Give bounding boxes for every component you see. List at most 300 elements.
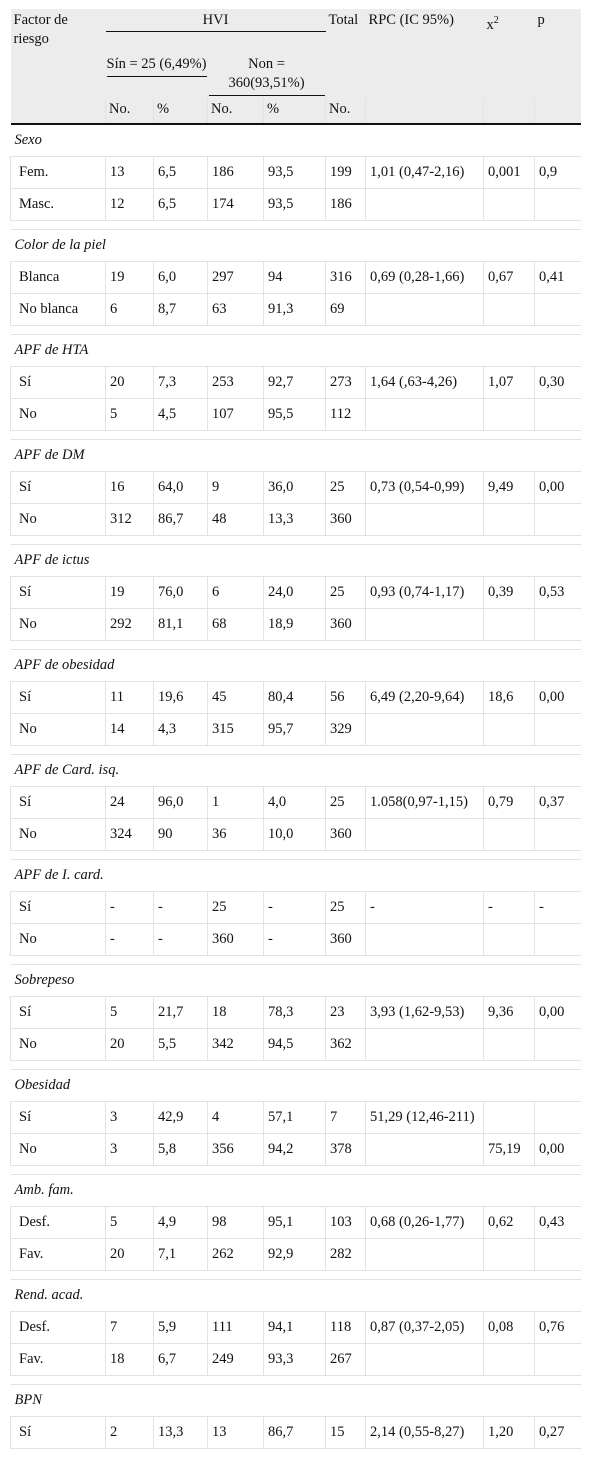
spacer-row bbox=[11, 956, 581, 965]
cell-rpc: 0,73 (0,54-0,99) bbox=[366, 472, 484, 504]
cell-sin-pct: 90 bbox=[154, 819, 208, 851]
table-row bbox=[11, 1344, 581, 1376]
cell-sin-no: 16 bbox=[106, 472, 154, 504]
cell-non-no: 186 bbox=[208, 157, 264, 189]
cell-factor-label: Desf. bbox=[11, 1312, 106, 1344]
cell-rpc bbox=[366, 1344, 484, 1376]
cell-p bbox=[535, 819, 581, 851]
cell-non-no: 6 bbox=[208, 577, 264, 609]
cell-p bbox=[535, 609, 581, 641]
spacer-row bbox=[11, 851, 581, 860]
header-sin-label: Sín = 25 (6,49%) bbox=[107, 55, 207, 77]
cell-sin-pct: 4,3 bbox=[154, 714, 208, 746]
cell-non-pct: 24,0 bbox=[264, 577, 326, 609]
cell-factor-label: Fem. bbox=[11, 157, 106, 189]
table-row bbox=[11, 367, 581, 399]
cell-p: 0,00 bbox=[535, 997, 581, 1029]
cell-sin-no: 5 bbox=[106, 399, 154, 431]
cell-non-pct: 4,0 bbox=[264, 787, 326, 819]
cell-rpc: 0,87 (0,37-2,05) bbox=[366, 1312, 484, 1344]
cell-x2 bbox=[484, 1239, 535, 1271]
header-hvi bbox=[106, 9, 326, 53]
cell-non-no: 9 bbox=[208, 472, 264, 504]
cell-non-no: 174 bbox=[208, 189, 264, 221]
cell-non-pct: 91,3 bbox=[264, 294, 326, 326]
cell-sin-no: 19 bbox=[106, 262, 154, 294]
group-row bbox=[11, 965, 581, 997]
cell-non-pct: - bbox=[264, 892, 326, 924]
cell-rpc: 3,93 (1,62-9,53) bbox=[366, 997, 484, 1029]
table-row bbox=[11, 682, 581, 714]
group-label: APF de ictus bbox=[11, 545, 581, 577]
group-row bbox=[11, 1385, 581, 1417]
cell-total-no: 23 bbox=[326, 997, 366, 1029]
cell-factor-label: No bbox=[11, 924, 106, 956]
cell-sin-pct: 5,5 bbox=[154, 1029, 208, 1061]
cell-sin-pct: 81,1 bbox=[154, 609, 208, 641]
group-label: Obesidad bbox=[11, 1070, 581, 1102]
table-body bbox=[11, 124, 581, 1449]
spacer-row bbox=[11, 1166, 581, 1175]
cell-non-no: 1 bbox=[208, 787, 264, 819]
cell-rpc: 51,29 (12,46-211) bbox=[366, 1102, 484, 1134]
cell-sin-no: 6 bbox=[106, 294, 154, 326]
table-row bbox=[11, 714, 581, 746]
cell-sin-pct: 96,0 bbox=[154, 787, 208, 819]
cell-non-no: 68 bbox=[208, 609, 264, 641]
group-row bbox=[11, 1175, 581, 1207]
table-row bbox=[11, 577, 581, 609]
cell-non-no: 297 bbox=[208, 262, 264, 294]
cell-sin-pct: - bbox=[154, 924, 208, 956]
cell-factor-label: No blanca bbox=[11, 294, 106, 326]
cell-non-pct: 92,7 bbox=[264, 367, 326, 399]
cell-factor-label: Sí bbox=[11, 1102, 106, 1134]
header-no-2: No. bbox=[208, 98, 264, 124]
cell-sin-pct: 86,7 bbox=[154, 504, 208, 536]
cell-rpc: 1,01 (0,47-2,16) bbox=[366, 157, 484, 189]
cell-x2 bbox=[484, 609, 535, 641]
cell-rpc: - bbox=[366, 892, 484, 924]
cell-x2 bbox=[484, 1029, 535, 1061]
header-rpc: RPC (IC 95%) bbox=[366, 9, 484, 53]
spacer-row bbox=[11, 746, 581, 755]
cell-sin-no: 13 bbox=[106, 157, 154, 189]
cell-x2: 9,36 bbox=[484, 997, 535, 1029]
cell-total-no: 7 bbox=[326, 1102, 366, 1134]
spacer-row bbox=[11, 1271, 581, 1280]
cell-non-no: 98 bbox=[208, 1207, 264, 1239]
cell-rpc: 0,93 (0,74-1,17) bbox=[366, 577, 484, 609]
table-row bbox=[11, 1029, 581, 1061]
cell-non-no: 13 bbox=[208, 1417, 264, 1449]
cell-non-pct: 94,5 bbox=[264, 1029, 326, 1061]
cell-p: 0,37 bbox=[535, 787, 581, 819]
cell-p: 0,00 bbox=[535, 682, 581, 714]
cell-non-pct: 93,5 bbox=[264, 189, 326, 221]
cell-non-pct: 10,0 bbox=[264, 819, 326, 851]
header-hvi-label: HVI bbox=[106, 11, 326, 32]
cell-sin-no: - bbox=[106, 924, 154, 956]
cell-rpc bbox=[366, 1029, 484, 1061]
cell-factor-label: Masc. bbox=[11, 189, 106, 221]
cell-non-pct: 95,7 bbox=[264, 714, 326, 746]
table-row bbox=[11, 1312, 581, 1344]
cell-x2 bbox=[484, 924, 535, 956]
cell-x2: 75,19 bbox=[484, 1134, 535, 1166]
cell-non-no: 360 bbox=[208, 924, 264, 956]
cell-sin-no: 12 bbox=[106, 189, 154, 221]
cell-total-no: 186 bbox=[326, 189, 366, 221]
table-row bbox=[11, 504, 581, 536]
cell-p: 0,43 bbox=[535, 1207, 581, 1239]
cell-rpc bbox=[366, 504, 484, 536]
group-row bbox=[11, 230, 581, 262]
group-label: Rend. acad. bbox=[11, 1280, 581, 1312]
group-row bbox=[11, 650, 581, 682]
cell-total-no: 378 bbox=[326, 1134, 366, 1166]
cell-total-no: 282 bbox=[326, 1239, 366, 1271]
cell-sin-pct: 5,8 bbox=[154, 1134, 208, 1166]
cell-x2: 18,6 bbox=[484, 682, 535, 714]
cell-total-no: 118 bbox=[326, 1312, 366, 1344]
cell-factor-label: Sí bbox=[11, 1417, 106, 1449]
header-sin bbox=[106, 53, 208, 98]
cell-sin-pct: 7,3 bbox=[154, 367, 208, 399]
group-label: Color de la piel bbox=[11, 230, 581, 262]
cell-non-pct: - bbox=[264, 924, 326, 956]
cell-sin-no: 7 bbox=[106, 1312, 154, 1344]
cell-sin-no: 2 bbox=[106, 1417, 154, 1449]
group-row bbox=[11, 860, 581, 892]
cell-non-pct: 13,3 bbox=[264, 504, 326, 536]
cell-non-pct: 94,2 bbox=[264, 1134, 326, 1166]
cell-non-no: 25 bbox=[208, 892, 264, 924]
cell-total-no: 103 bbox=[326, 1207, 366, 1239]
header-pct-1: % bbox=[154, 98, 208, 124]
cell-factor-label: Sí bbox=[11, 472, 106, 504]
group-label: APF de obesidad bbox=[11, 650, 581, 682]
cell-x2: 0,08 bbox=[484, 1312, 535, 1344]
cell-non-no: 63 bbox=[208, 294, 264, 326]
cell-x2: 0,62 bbox=[484, 1207, 535, 1239]
table-row bbox=[11, 997, 581, 1029]
cell-sin-pct: 4,9 bbox=[154, 1207, 208, 1239]
cell-sin-no: 20 bbox=[106, 1029, 154, 1061]
cell-factor-label: No bbox=[11, 609, 106, 641]
cell-sin-no: - bbox=[106, 892, 154, 924]
cell-x2 bbox=[484, 294, 535, 326]
table-row bbox=[11, 399, 581, 431]
cell-total-no: 360 bbox=[326, 819, 366, 851]
table-row bbox=[11, 787, 581, 819]
group-label: APF de Card. isq. bbox=[11, 755, 581, 787]
cell-sin-pct: 76,0 bbox=[154, 577, 208, 609]
cell-sin-pct: 6,0 bbox=[154, 262, 208, 294]
cell-sin-no: 20 bbox=[106, 367, 154, 399]
cell-p bbox=[535, 1239, 581, 1271]
cell-rpc bbox=[366, 819, 484, 851]
cell-total-no: 273 bbox=[326, 367, 366, 399]
cell-x2: 9,49 bbox=[484, 472, 535, 504]
table-row bbox=[11, 157, 581, 189]
table-row bbox=[11, 1102, 581, 1134]
cell-rpc bbox=[366, 924, 484, 956]
cell-non-pct: 36,0 bbox=[264, 472, 326, 504]
cell-p bbox=[535, 504, 581, 536]
cell-rpc bbox=[366, 294, 484, 326]
cell-non-pct: 78,3 bbox=[264, 997, 326, 1029]
cell-p bbox=[535, 714, 581, 746]
cell-factor-label: No bbox=[11, 1134, 106, 1166]
cell-sin-pct: 4,5 bbox=[154, 399, 208, 431]
cell-non-pct: 94,1 bbox=[264, 1312, 326, 1344]
table-row bbox=[11, 1417, 581, 1449]
group-label: APF de HTA bbox=[11, 335, 581, 367]
cell-non-pct: 18,9 bbox=[264, 609, 326, 641]
table-row bbox=[11, 262, 581, 294]
cell-non-no: 342 bbox=[208, 1029, 264, 1061]
cell-non-no: 356 bbox=[208, 1134, 264, 1166]
table-row bbox=[11, 472, 581, 504]
cell-factor-label: No bbox=[11, 714, 106, 746]
cell-rpc bbox=[366, 399, 484, 431]
spacer-row bbox=[11, 431, 581, 440]
cell-non-no: 249 bbox=[208, 1344, 264, 1376]
cell-total-no: 25 bbox=[326, 472, 366, 504]
cell-p: 0,27 bbox=[535, 1417, 581, 1449]
cell-non-no: 36 bbox=[208, 819, 264, 851]
cell-sin-pct: 7,1 bbox=[154, 1239, 208, 1271]
cell-factor-label: Sí bbox=[11, 682, 106, 714]
cell-non-no: 48 bbox=[208, 504, 264, 536]
cell-total-no: 56 bbox=[326, 682, 366, 714]
cell-non-pct: 92,9 bbox=[264, 1239, 326, 1271]
cell-sin-no: 20 bbox=[106, 1239, 154, 1271]
cell-p: 0,53 bbox=[535, 577, 581, 609]
cell-sin-pct: 6,5 bbox=[154, 189, 208, 221]
cell-non-no: 107 bbox=[208, 399, 264, 431]
table-row bbox=[11, 294, 581, 326]
cell-sin-no: 18 bbox=[106, 1344, 154, 1376]
header-x2-sup: 2 bbox=[493, 15, 499, 26]
cell-p bbox=[535, 399, 581, 431]
cell-non-no: 18 bbox=[208, 997, 264, 1029]
cell-rpc bbox=[366, 609, 484, 641]
table-row bbox=[11, 189, 581, 221]
cell-p: 0,00 bbox=[535, 1134, 581, 1166]
cell-rpc: 0,68 (0,26-1,77) bbox=[366, 1207, 484, 1239]
cell-sin-no: 14 bbox=[106, 714, 154, 746]
cell-factor-label: Fav. bbox=[11, 1239, 106, 1271]
cell-sin-pct: 6,7 bbox=[154, 1344, 208, 1376]
group-row bbox=[11, 124, 581, 157]
cell-non-pct: 80,4 bbox=[264, 682, 326, 714]
cell-p: - bbox=[535, 892, 581, 924]
cell-sin-no: 3 bbox=[106, 1134, 154, 1166]
table-row bbox=[11, 924, 581, 956]
cell-non-pct: 95,1 bbox=[264, 1207, 326, 1239]
header-no-3: No. bbox=[326, 98, 366, 124]
cell-sin-pct: 19,6 bbox=[154, 682, 208, 714]
risk-factor-table bbox=[10, 9, 581, 1449]
cell-total-no: 69 bbox=[326, 294, 366, 326]
cell-non-pct: 93,5 bbox=[264, 157, 326, 189]
cell-rpc: 2,14 (0,55-8,27) bbox=[366, 1417, 484, 1449]
cell-total-no: 112 bbox=[326, 399, 366, 431]
cell-total-no: 25 bbox=[326, 892, 366, 924]
cell-p bbox=[535, 924, 581, 956]
cell-p bbox=[535, 1029, 581, 1061]
header-x2 bbox=[484, 9, 535, 53]
cell-factor-label: Blanca bbox=[11, 262, 106, 294]
cell-x2: 1,20 bbox=[484, 1417, 535, 1449]
group-label: Amb. fam. bbox=[11, 1175, 581, 1207]
cell-x2 bbox=[484, 399, 535, 431]
cell-p: 0,30 bbox=[535, 367, 581, 399]
cell-factor-label: No bbox=[11, 504, 106, 536]
spacer-row bbox=[11, 536, 581, 545]
group-label: APF de I. card. bbox=[11, 860, 581, 892]
header-pct-2: % bbox=[264, 98, 326, 124]
cell-total-no: 360 bbox=[326, 924, 366, 956]
cell-p bbox=[535, 1344, 581, 1376]
header-total: Total bbox=[326, 9, 366, 53]
cell-sin-no: 292 bbox=[106, 609, 154, 641]
cell-p: 0,9 bbox=[535, 157, 581, 189]
table-row bbox=[11, 892, 581, 924]
cell-non-no: 45 bbox=[208, 682, 264, 714]
cell-total-no: 199 bbox=[326, 157, 366, 189]
cell-p bbox=[535, 294, 581, 326]
cell-factor-label: No bbox=[11, 819, 106, 851]
cell-x2: 0,39 bbox=[484, 577, 535, 609]
group-row bbox=[11, 755, 581, 787]
cell-sin-pct: 42,9 bbox=[154, 1102, 208, 1134]
group-row bbox=[11, 1070, 581, 1102]
risk-factor-table-container bbox=[10, 9, 580, 1449]
header-x2-base: x bbox=[486, 16, 494, 33]
cell-non-no: 262 bbox=[208, 1239, 264, 1271]
cell-factor-label: Fav. bbox=[11, 1344, 106, 1376]
spacer-row bbox=[11, 641, 581, 650]
cell-x2 bbox=[484, 504, 535, 536]
spacer-row bbox=[11, 326, 581, 335]
group-row bbox=[11, 1280, 581, 1312]
spacer-row bbox=[11, 1376, 581, 1385]
header-non bbox=[208, 53, 326, 98]
cell-sin-pct: 6,5 bbox=[154, 157, 208, 189]
cell-p: 0,76 bbox=[535, 1312, 581, 1344]
cell-sin-no: 312 bbox=[106, 504, 154, 536]
cell-x2: - bbox=[484, 892, 535, 924]
cell-sin-pct: 21,7 bbox=[154, 997, 208, 1029]
cell-sin-no: 324 bbox=[106, 819, 154, 851]
cell-x2: 0,67 bbox=[484, 262, 535, 294]
cell-total-no: 360 bbox=[326, 504, 366, 536]
spacer-row bbox=[11, 1061, 581, 1070]
cell-sin-no: 19 bbox=[106, 577, 154, 609]
cell-x2: 0,79 bbox=[484, 787, 535, 819]
cell-non-no: 253 bbox=[208, 367, 264, 399]
cell-non-pct: 86,7 bbox=[264, 1417, 326, 1449]
cell-factor-label: No bbox=[11, 1029, 106, 1061]
cell-non-no: 111 bbox=[208, 1312, 264, 1344]
cell-rpc bbox=[366, 189, 484, 221]
cell-x2 bbox=[484, 1102, 535, 1134]
cell-total-no: 316 bbox=[326, 262, 366, 294]
cell-rpc bbox=[366, 1134, 484, 1166]
group-row bbox=[11, 545, 581, 577]
cell-rpc bbox=[366, 1239, 484, 1271]
group-label: Sexo bbox=[11, 124, 581, 157]
group-row bbox=[11, 335, 581, 367]
cell-factor-label: Sí bbox=[11, 577, 106, 609]
header-no-1: No. bbox=[106, 98, 154, 124]
cell-non-pct: 93,3 bbox=[264, 1344, 326, 1376]
cell-total-no: 267 bbox=[326, 1344, 366, 1376]
group-label: BPN bbox=[11, 1385, 581, 1417]
cell-p: 0,41 bbox=[535, 262, 581, 294]
cell-sin-pct: 8,7 bbox=[154, 294, 208, 326]
cell-non-no: 4 bbox=[208, 1102, 264, 1134]
group-label: Sobrepeso bbox=[11, 965, 581, 997]
cell-factor-label: Sí bbox=[11, 892, 106, 924]
table-header bbox=[11, 9, 581, 124]
table-row bbox=[11, 1207, 581, 1239]
group-row bbox=[11, 440, 581, 472]
cell-sin-pct: 5,9 bbox=[154, 1312, 208, 1344]
cell-p bbox=[535, 1102, 581, 1134]
header-non-label: Non = 360(93,51%) bbox=[209, 55, 325, 96]
cell-sin-no: 5 bbox=[106, 997, 154, 1029]
cell-p bbox=[535, 189, 581, 221]
table-row bbox=[11, 1134, 581, 1166]
cell-non-pct: 57,1 bbox=[264, 1102, 326, 1134]
cell-sin-pct: - bbox=[154, 892, 208, 924]
cell-sin-pct: 13,3 bbox=[154, 1417, 208, 1449]
cell-rpc: 1,64 (,63-4,26) bbox=[366, 367, 484, 399]
cell-total-no: 15 bbox=[326, 1417, 366, 1449]
cell-sin-no: 11 bbox=[106, 682, 154, 714]
table-row bbox=[11, 609, 581, 641]
cell-x2 bbox=[484, 189, 535, 221]
cell-factor-label: Sí bbox=[11, 367, 106, 399]
cell-factor-label: Desf. bbox=[11, 1207, 106, 1239]
cell-rpc: 0,69 (0,28-1,66) bbox=[366, 262, 484, 294]
cell-x2 bbox=[484, 714, 535, 746]
header-factor: Factor de riesgo bbox=[11, 9, 106, 53]
cell-sin-pct: 64,0 bbox=[154, 472, 208, 504]
cell-total-no: 329 bbox=[326, 714, 366, 746]
cell-sin-no: 24 bbox=[106, 787, 154, 819]
header-p: p bbox=[535, 9, 581, 53]
group-label: APF de DM bbox=[11, 440, 581, 472]
cell-rpc: 6,49 (2,20-9,64) bbox=[366, 682, 484, 714]
cell-sin-no: 3 bbox=[106, 1102, 154, 1134]
spacer-row bbox=[11, 221, 581, 230]
cell-non-pct: 95,5 bbox=[264, 399, 326, 431]
cell-p: 0,00 bbox=[535, 472, 581, 504]
cell-total-no: 360 bbox=[326, 609, 366, 641]
cell-total-no: 25 bbox=[326, 577, 366, 609]
cell-factor-label: Sí bbox=[11, 787, 106, 819]
cell-x2 bbox=[484, 819, 535, 851]
cell-total-no: 362 bbox=[326, 1029, 366, 1061]
cell-x2: 1,07 bbox=[484, 367, 535, 399]
table-row bbox=[11, 819, 581, 851]
cell-non-no: 315 bbox=[208, 714, 264, 746]
